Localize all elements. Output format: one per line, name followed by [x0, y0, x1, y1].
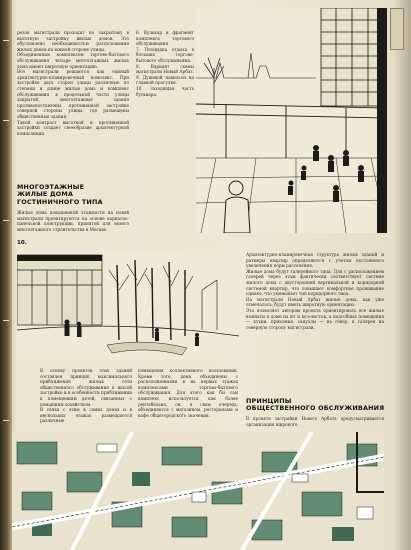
binding-strip	[0, 0, 12, 550]
street-drawing	[17, 250, 239, 360]
article-column-right: Архитектурно-планировочная структура жилых зданий и размеры квартир определяются с учетом постоянного увеличения норм расселения. Жилые дома будут галерейного типа. Для с расположением галерей через этаж фактически соответствует системе жилого дома с двусторонней вертикальной и коридорной системой квартир, что повышает комфортное проживание однако, что уменьшает тип коридорного типа. На магистрали Новый Арбат жилые дома, как уже отмечалось, будут иметь широтную ориентацию. Эта позволяет авторам проекта ориентировать все жилые комнаты в доме на юг и юго-восток, а подсобные помещения — кухни, прихожие, санузлы — на север, к галереи на северную сторону магистрали.	[246, 252, 384, 330]
section-heading-public-services: ПРИНЦИПЫ ОБЩЕСТВЕННОГО ОБСЛУЖИВАНИЯ	[246, 397, 385, 413]
article-column-bottom-right: В проекте застройки Нового Арбата предусматривается организация широкого	[246, 416, 384, 427]
page-edge-shadow	[393, 0, 411, 550]
illustration-street-trees	[17, 250, 239, 360]
article-column-left-top: резок магистрали проходит по закрытому в высотную застройку жилых домов. Это обусловлено необходимостью расположения жилых домов на южной стороне улицы. Объединенные комплексом торгово-бытового обслуживания четыре многоэтажных жилых дома имеют широтную ориентацию. Все магистрали решаются как единый архитектурно-планировочный комплекс. При застройке двух сторон улицы различные по степени и длине жилые дома и комплекс обслуживания в продольной части улицы закрытой, многоэтажные здания противопоставлены протяженной застройке северной стороны улицы, где размещены общественные здания. Такой контраст высотной и протяженной застройки создает своеобразие архитектурной композиции.	[17, 30, 129, 136]
article-column-left-mid: Жилые дома повышенной этажности на новой магистрали проектируются на основе каркасно-панельной конструкции, принятой для нового многоэтажного строительства в Москве.	[17, 210, 129, 232]
article-column-bottom-middle: помещения коллективного пользования. Кроме того, дома объединены с расположенными в их первых этажах комплексами торгово-бытового обслуживания. Для этого как бы сам комплекс используется как более рентабельно, он, в свою очередь, объединяется с магазином, ресторанами и кафе общегородского значения.	[138, 368, 238, 418]
figure-captions-list: 6. Вулькар и фрагмент комплекса торгового обслуживания 7. Площадка отдыха в больших торгово-бытового обслуживания. 8. Вариант схемы магистрали Новый Арбат. 9. Душевой павильон на главной прогулке. 10. Заходящая часть бульвара.	[136, 30, 194, 97]
city-plan-map	[12, 432, 384, 550]
section-heading-multistory-homes: МНОГОЭТАЖНЫЕ ЖИЛЫЕ ДОМА ГОСТИНИЧНОГО ТИПА	[17, 183, 103, 206]
figure-10-label: 10.	[17, 240, 27, 246]
bookmark-tab-icon	[390, 8, 404, 50]
plaza-drawing	[196, 8, 387, 233]
map-drawing	[12, 432, 384, 550]
article-column-bottom-left: В основу проектов этих зданий составлен принцип максимального приближения жилых сети общественного обслуживания к жилой застройке и в особенности приближении к помещениям детей, связанных с домашним хозяйством. В связи с этим в самих домах и в нескольких этажах размещаются различные	[40, 368, 132, 424]
illustration-plaza-people	[196, 8, 387, 233]
